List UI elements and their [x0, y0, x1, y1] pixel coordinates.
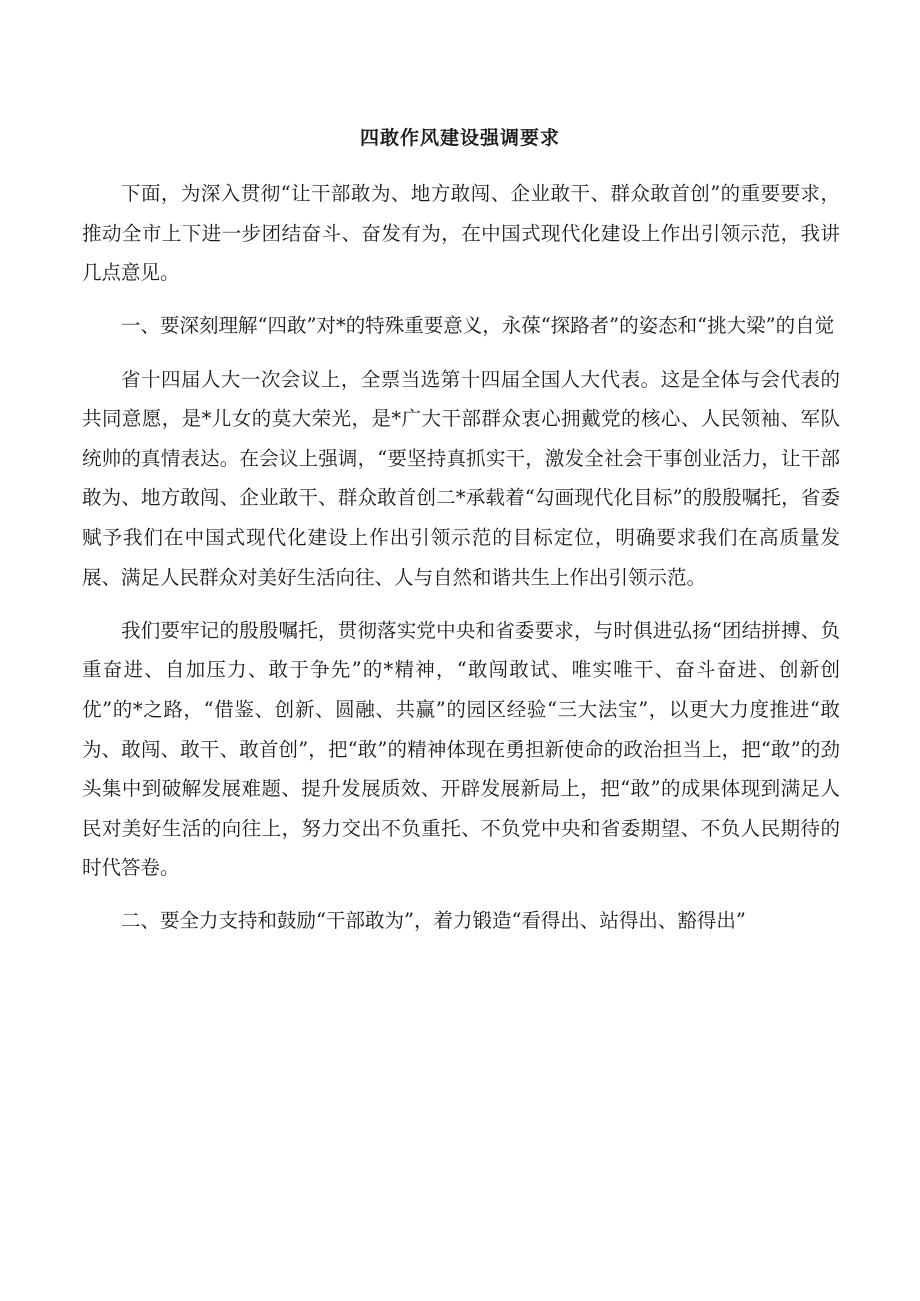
- paragraph-mission: 我们要牢记的殷殷嘱托，贯彻落实党中央和省委要求，与时俱进弘扬“团结拼搏、负重奋进、自加压力、敢于争先”的*精神，“敢闯敢试、唯实唯干、奋斗奋进、创新创优”的*之路，“借鉴、创新、圆融、共赢”的园区经验“三大法宝”，以更大力度推进“敢为、敢闯、敢干、敢首创”，把“敢”的精神体现在勇担新使命的政治担当上，把“敢”的劲头集中到破解发展难题、提升发展质效、开辟发展新局上，把“敢”的成果体现到满足人民对美好生活的向往上，努力交出不负重托、不负党中央和省委期望、不负人民期待的时代答卷。: [82, 618, 840, 880]
- section-heading-1: 一、要深刻理解“四敢”对*的特殊重要意义，永葆“探路者”的姿态和“挑大梁”的自觉: [121, 314, 835, 338]
- paragraph-congress: 省十四届人大一次会议上，全票当选第十四届全国人大代表。这是全体与会代表的共同意愿，是*儿女的莫大荣光，是*广大干部群众衷心拥戴党的核心、人民领袖、军队统帅的真情表达。在会议上强调，“要坚持真抓实干，激发全社会干事创业活力，让干部敢为、地方敢闯、企业敢干、群众敢首创二*承载着“勾画现代化目标”的殷殷嘱托，省委赋予我们在中国式现代化建设上作出引领示范的目标定位，明确要求我们在高质量发展、满足人民群众对美好生活向往、人与自然和谐共生上作出引领示范。: [82, 367, 840, 589]
- document-body: [82, 174, 840, 941]
- paragraph-intro: 下面，为深入贯彻“让干部敢为、地方敢闯、企业敢干、群众敢首创”的重要要求，推动全市上下进一步团结奋斗、奋发有为，在中国式现代化建设上作出引领示范，我讲几点意见。: [82, 182, 840, 285]
- document-title: 四敢作风建设强调要求: [359, 127, 560, 149]
- section-heading-2: 二、要全力支持和鼓励“干部敢为”，着力锻造“看得出、站得出、豁得出”: [121, 909, 746, 933]
